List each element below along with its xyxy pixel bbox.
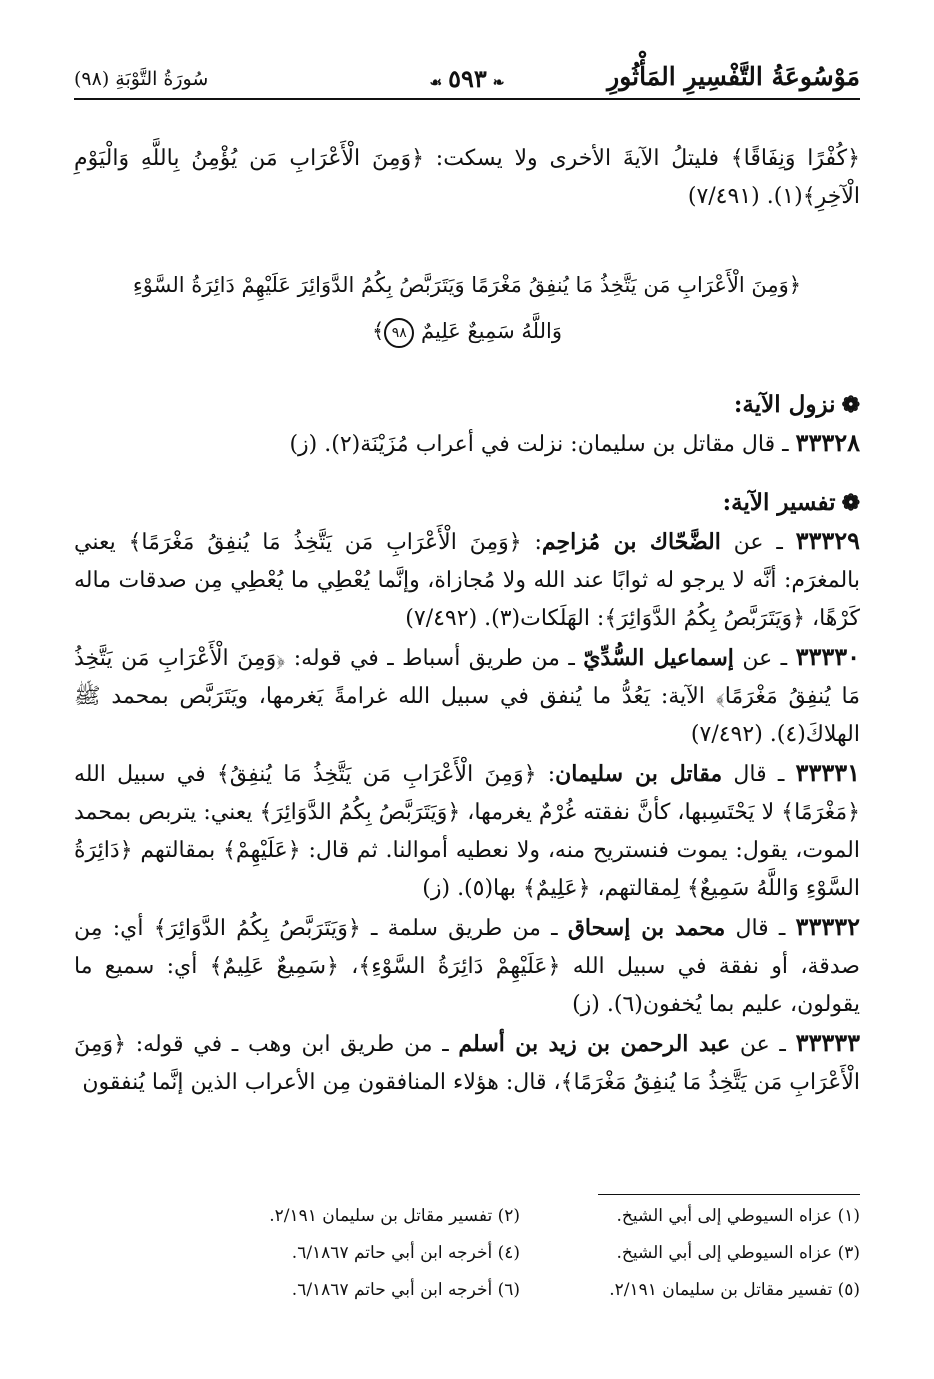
verse-number-icon: ٩٨ (384, 318, 414, 348)
section-heading-tafsir (74, 484, 860, 522)
footnote-rule (598, 1194, 860, 1195)
entry-prefix: ـ عن (733, 530, 783, 555)
entry-number: ٣٣٣٢٨ (795, 428, 860, 457)
footnote-5: (٥) تفسير مقاتل بن سليمان ٢/١٩١. (609, 1280, 860, 1300)
section-heading-nuzul (74, 386, 860, 424)
verse-close: ﴾ (372, 319, 385, 343)
footnote-4: (٤) أخرجه ابن أبي حاتم ٦/١٨٦٧. (291, 1243, 520, 1263)
sura-label: سُورَةُ التَّوْبَةِ (٩٨) (74, 68, 209, 90)
entry-number: ٣٣٣٣٣ (795, 1028, 861, 1057)
footnote-3: (٣) عزاه السيوطي إلى أبي الشيخ. (616, 1243, 860, 1263)
verse-line-1: ﴿وَمِنَ الْأَعْرَابِ مَن يَتَّخِذُ مَا يُنفِقُ مَغْرَمًا وَيَتَرَبَّصُ بِكُمُ الدَّوَائِرَ عَلَيْهِمْ دَائِرَةُ السَّوْءِ (132, 273, 802, 297)
intro-paragraph: ﴿كُفْرًا وَنِفَاقًا﴾ فليتلُ الآيةَ الأخرى ولا يسكت: ﴿وَمِنَ الْأَعْرَابِ مَن يُؤْمِنُ بِاللَّهِ وَالْيَوْمِ الْآخِرِ﴾(١). (٧/٤٩١) (74, 146, 860, 209)
page-header (74, 62, 860, 100)
entry-text: ـ قال مقاتل بن سليمان: نزلت في أعراب مُزَيْنَة(٢). (ز) (289, 432, 789, 457)
entry-prefix: ـ قال (735, 916, 786, 941)
entry-33328 (74, 424, 860, 464)
entry-text: ـ من طريق سلمة ـ ﴿وَيَتَرَبَّصُ بِكُمُ الدَّوَائِرَ﴾ أي: مِن صدقة، أو نفقة في سبيل الله ﴿عَلَيْهِمْ دَائِرَةُ السَّوْءِ﴾، ﴿سَمِيعٌ عَلِيمٌ﴾ أي: سميع ما يقولون، عليم بما يُخفون(٦). (ز) (74, 916, 860, 1017)
footnote-column-left (200, 1198, 520, 1309)
entry-text: : ﴿وَمِنَ الْأَعْرَابِ مَن يَتَّخِذُ مَا يُنفِقُ مَغْرَمًا﴾ يعني بالمغرَم: أنَّه لا يرجو له ثوابًا عند الله ولا مُجازاة، وإنَّما يُعْطِي ما يُعْطِي مِن صدقات ماله كَرْهًا، ﴿وَيَتَرَبَّصُ بِكُمُ الدَّوَائِرَ﴾: الهَلَكات(٣). (٧/٤٩٢) (74, 530, 860, 631)
entry-33331 (74, 754, 860, 908)
entry-text: ـ من طريق أسباط ـ في قوله: ﴿وَمِنَ الْأَعْرَابِ مَن يَتَّخِذُ مَا يُنفِقُ مَغْرَمًا﴾ الآية: يَعُدُّ ما يُنفق في سبيل الله غرامةً يَغرمها، ويَتَرَبَّص بمحمد ﷺ الهلاكَ(٤). (٧/٤٩٢) (74, 646, 860, 747)
footnote-6: (٦) أخرجه ابن أبي حاتم ٦/١٨٦٧. (291, 1280, 520, 1300)
ornament-icon: ❧ (492, 75, 505, 91)
page-number-text: ٥٩٣ (448, 64, 487, 93)
entry-text: : ﴿وَمِنَ الْأَعْرَابِ مَن يَتَّخِذُ مَا يُنفِقُ﴾ في سبيل الله ﴿مَغْرَمًا﴾ لا يَحْتَسِبها، كأنَّ نفقته غُرْمٌ يغرمها، ﴿وَيَتَرَبَّصُ بِكُمُ الدَّوَائِرَ﴾ يعني: يتربص بمحمد الموت، يقول: يموت فنستريح منه، ولا نعطيه أموالنا. ثم قال: ﴿عَلَيْهِمْ﴾ بمقالتهم ﴿دَائِرَةُ السَّوْءِ وَاللَّهُ سَمِيعٌ﴾ لِمقالتهم، ﴿عَلِيمٌ﴾ بها(٥). (ز) (74, 762, 860, 901)
entry-prefix: ـ عن (739, 1032, 786, 1057)
flower-star-icon: ❁ (841, 490, 860, 516)
section-heading-text: تفسير الآية: (722, 489, 836, 516)
verse-line-2 (74, 308, 860, 354)
verse-line-2-text: وَاللَّهُ سَمِيعٌ عَلِيمٌ (421, 319, 562, 343)
page-number (424, 64, 511, 93)
main-text (74, 140, 860, 1102)
entry-33332 (74, 908, 860, 1024)
flower-star-icon: ❁ (841, 392, 860, 418)
entry-prefix: ـ قال (733, 762, 785, 787)
entry-33329 (74, 522, 860, 638)
entry-number: ٣٣٣٣١ (795, 758, 860, 787)
header-rule (74, 98, 860, 100)
footnote-1: (١) عزاه السيوطي إلى أبي الشيخ. (616, 1206, 860, 1226)
narrator-name: الضَّحّاك بن مُزاحِم (541, 529, 721, 555)
entry-33330 (74, 638, 860, 754)
footnote-column-right (530, 1198, 860, 1309)
book-title: مَوْسُوعَةُ التَّفْسِيرِ المَأْثُورِ (607, 62, 860, 91)
entry-number: ٣٣٣٢٩ (795, 526, 861, 555)
quran-verse (74, 262, 860, 354)
entry-prefix: ـ عن (742, 646, 788, 671)
ornament-icon: ☙ (429, 75, 443, 91)
entry-33333 (74, 1024, 860, 1102)
entry-number: ٣٣٣٣٠ (795, 642, 861, 671)
narrator-name: عبد الرحمن بن زيد بن أسلم (458, 1031, 731, 1057)
entry-text: ـ من طريق ابن وهب ـ في قوله: ﴿وَمِنَ الْأَعْرَابِ مَن يَتَّخِذُ مَا يُنفِقُ مَغْرَمًا﴾، قال: هؤلاء المنافقون مِن الأعراب الذين إنَّما يُنفقون (74, 1032, 860, 1095)
narrator-name: إسماعيل السُّدِّيّ (583, 645, 734, 671)
section-heading-text: نزول الآية: (733, 391, 836, 418)
narrator-name: محمد بن إسحاق (567, 915, 726, 941)
entry-number: ٣٣٣٣٢ (795, 912, 860, 941)
narrator-name: مقاتل بن سليمان (555, 761, 723, 787)
footnote-2: (٢) تفسير مقاتل بن سليمان ٢/١٩١. (269, 1206, 520, 1226)
